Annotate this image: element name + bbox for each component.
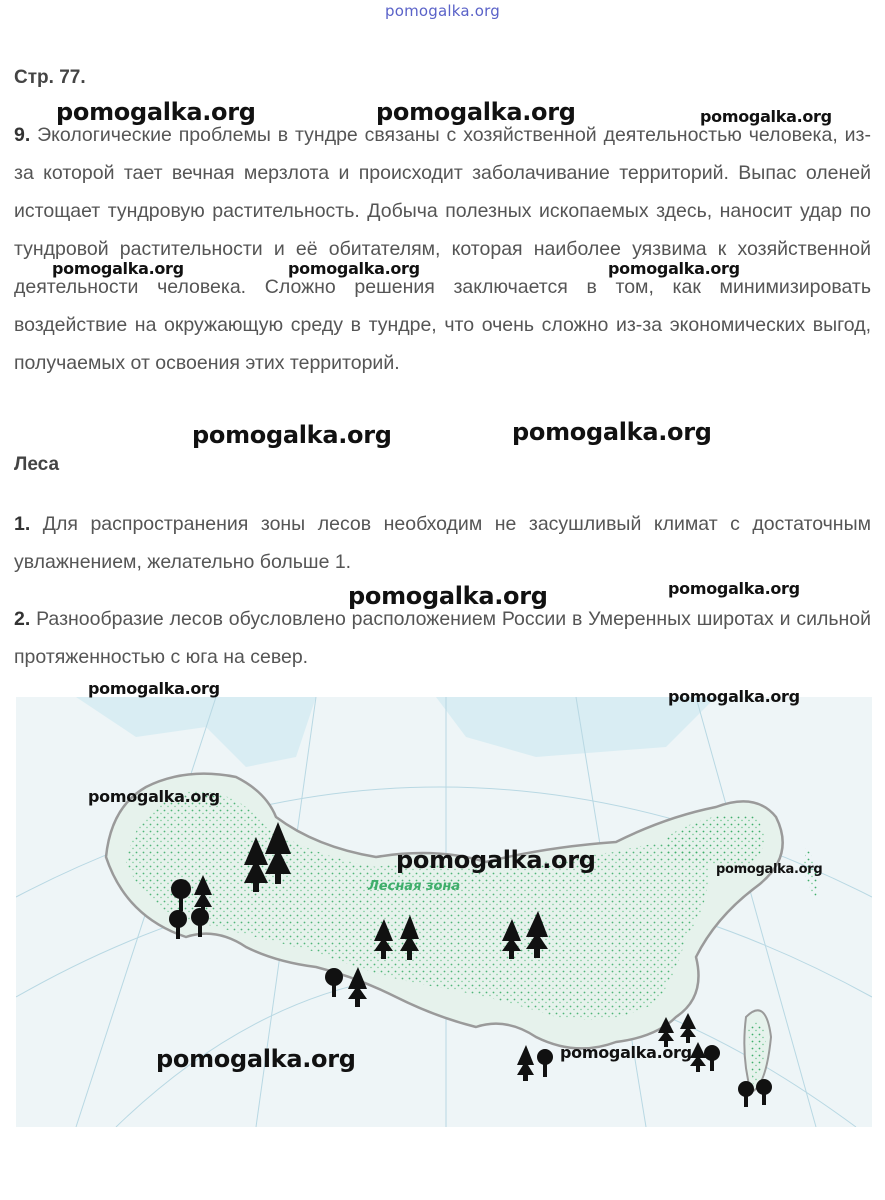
watermark: pomogalka.org xyxy=(700,107,832,126)
forests-item-1 xyxy=(14,505,871,581)
watermark: pomogalka.org xyxy=(56,98,256,126)
watermark: pomogalka.org xyxy=(52,259,184,278)
watermark: pomogalka.org xyxy=(512,418,712,446)
watermark: pomogalka.org xyxy=(288,259,420,278)
forests-item-1-text: Для распространения зоны лесов необходим не засушливый климат с достаточным увлажнением, желательно больше 1. xyxy=(14,513,871,573)
watermark: pomogalka.org xyxy=(156,1045,356,1073)
tundra-number: 9. xyxy=(14,124,31,146)
forests-item-2 xyxy=(14,600,871,676)
tundra-paragraph xyxy=(14,116,871,382)
watermark: pomogalka.org xyxy=(560,1043,692,1062)
forests-section-title: Леса xyxy=(14,454,60,475)
watermark: pomogalka.org xyxy=(192,421,392,449)
deciduous-tree-icon xyxy=(738,1081,754,1097)
forests-item-2-number: 2. xyxy=(14,608,31,630)
watermark: pomogalka.org xyxy=(348,582,548,610)
watermark: pomogalka.org xyxy=(716,862,823,877)
russia-forest-map xyxy=(16,697,872,1127)
deciduous-tree-icon xyxy=(756,1079,772,1095)
watermark: pomogalka.org xyxy=(88,787,220,806)
watermark: pomogalka.org xyxy=(608,259,740,278)
site-header-link[interactable]: pomogalka.org xyxy=(385,2,500,20)
watermark: pomogalka.org xyxy=(668,687,800,706)
watermark: pomogalka.org xyxy=(668,579,800,598)
forests-item-2-text: Разнообразие лесов обусловлено расположением России в Умеренных широтах и сильной протяженностью с юга на север. xyxy=(14,608,872,668)
deciduous-tree-icon xyxy=(704,1045,720,1061)
forests-item-1-number: 1. xyxy=(14,513,31,535)
watermark: pomogalka.org xyxy=(396,846,596,874)
deciduous-tree-icon xyxy=(537,1049,553,1065)
tundra-text: Экологические проблемы в тундре связаны с хозяйственной деятельностью человека, из-за которой тает вечная мерзлота и происходит заболачивание территорий. Выпас оленей истощает тундровую растительность. Добыча полезных ископаемых здесь, наносит удар по тундровой растительности и её обитателям, которая наиболее уязвима к хозяйственной деятельности человека. Сложно решения заключается в том, как минимизировать воздействие на окружающую среду в тундре, что очень сложно из-за экономических выгод, получаемых от освоения этих территорий. xyxy=(14,124,871,374)
watermark: pomogalka.org xyxy=(376,98,576,126)
page-reference: Стр. 77. xyxy=(14,67,86,88)
forest-zone-label: Лесная зона xyxy=(368,879,461,894)
watermark: pomogalka.org xyxy=(88,679,220,698)
